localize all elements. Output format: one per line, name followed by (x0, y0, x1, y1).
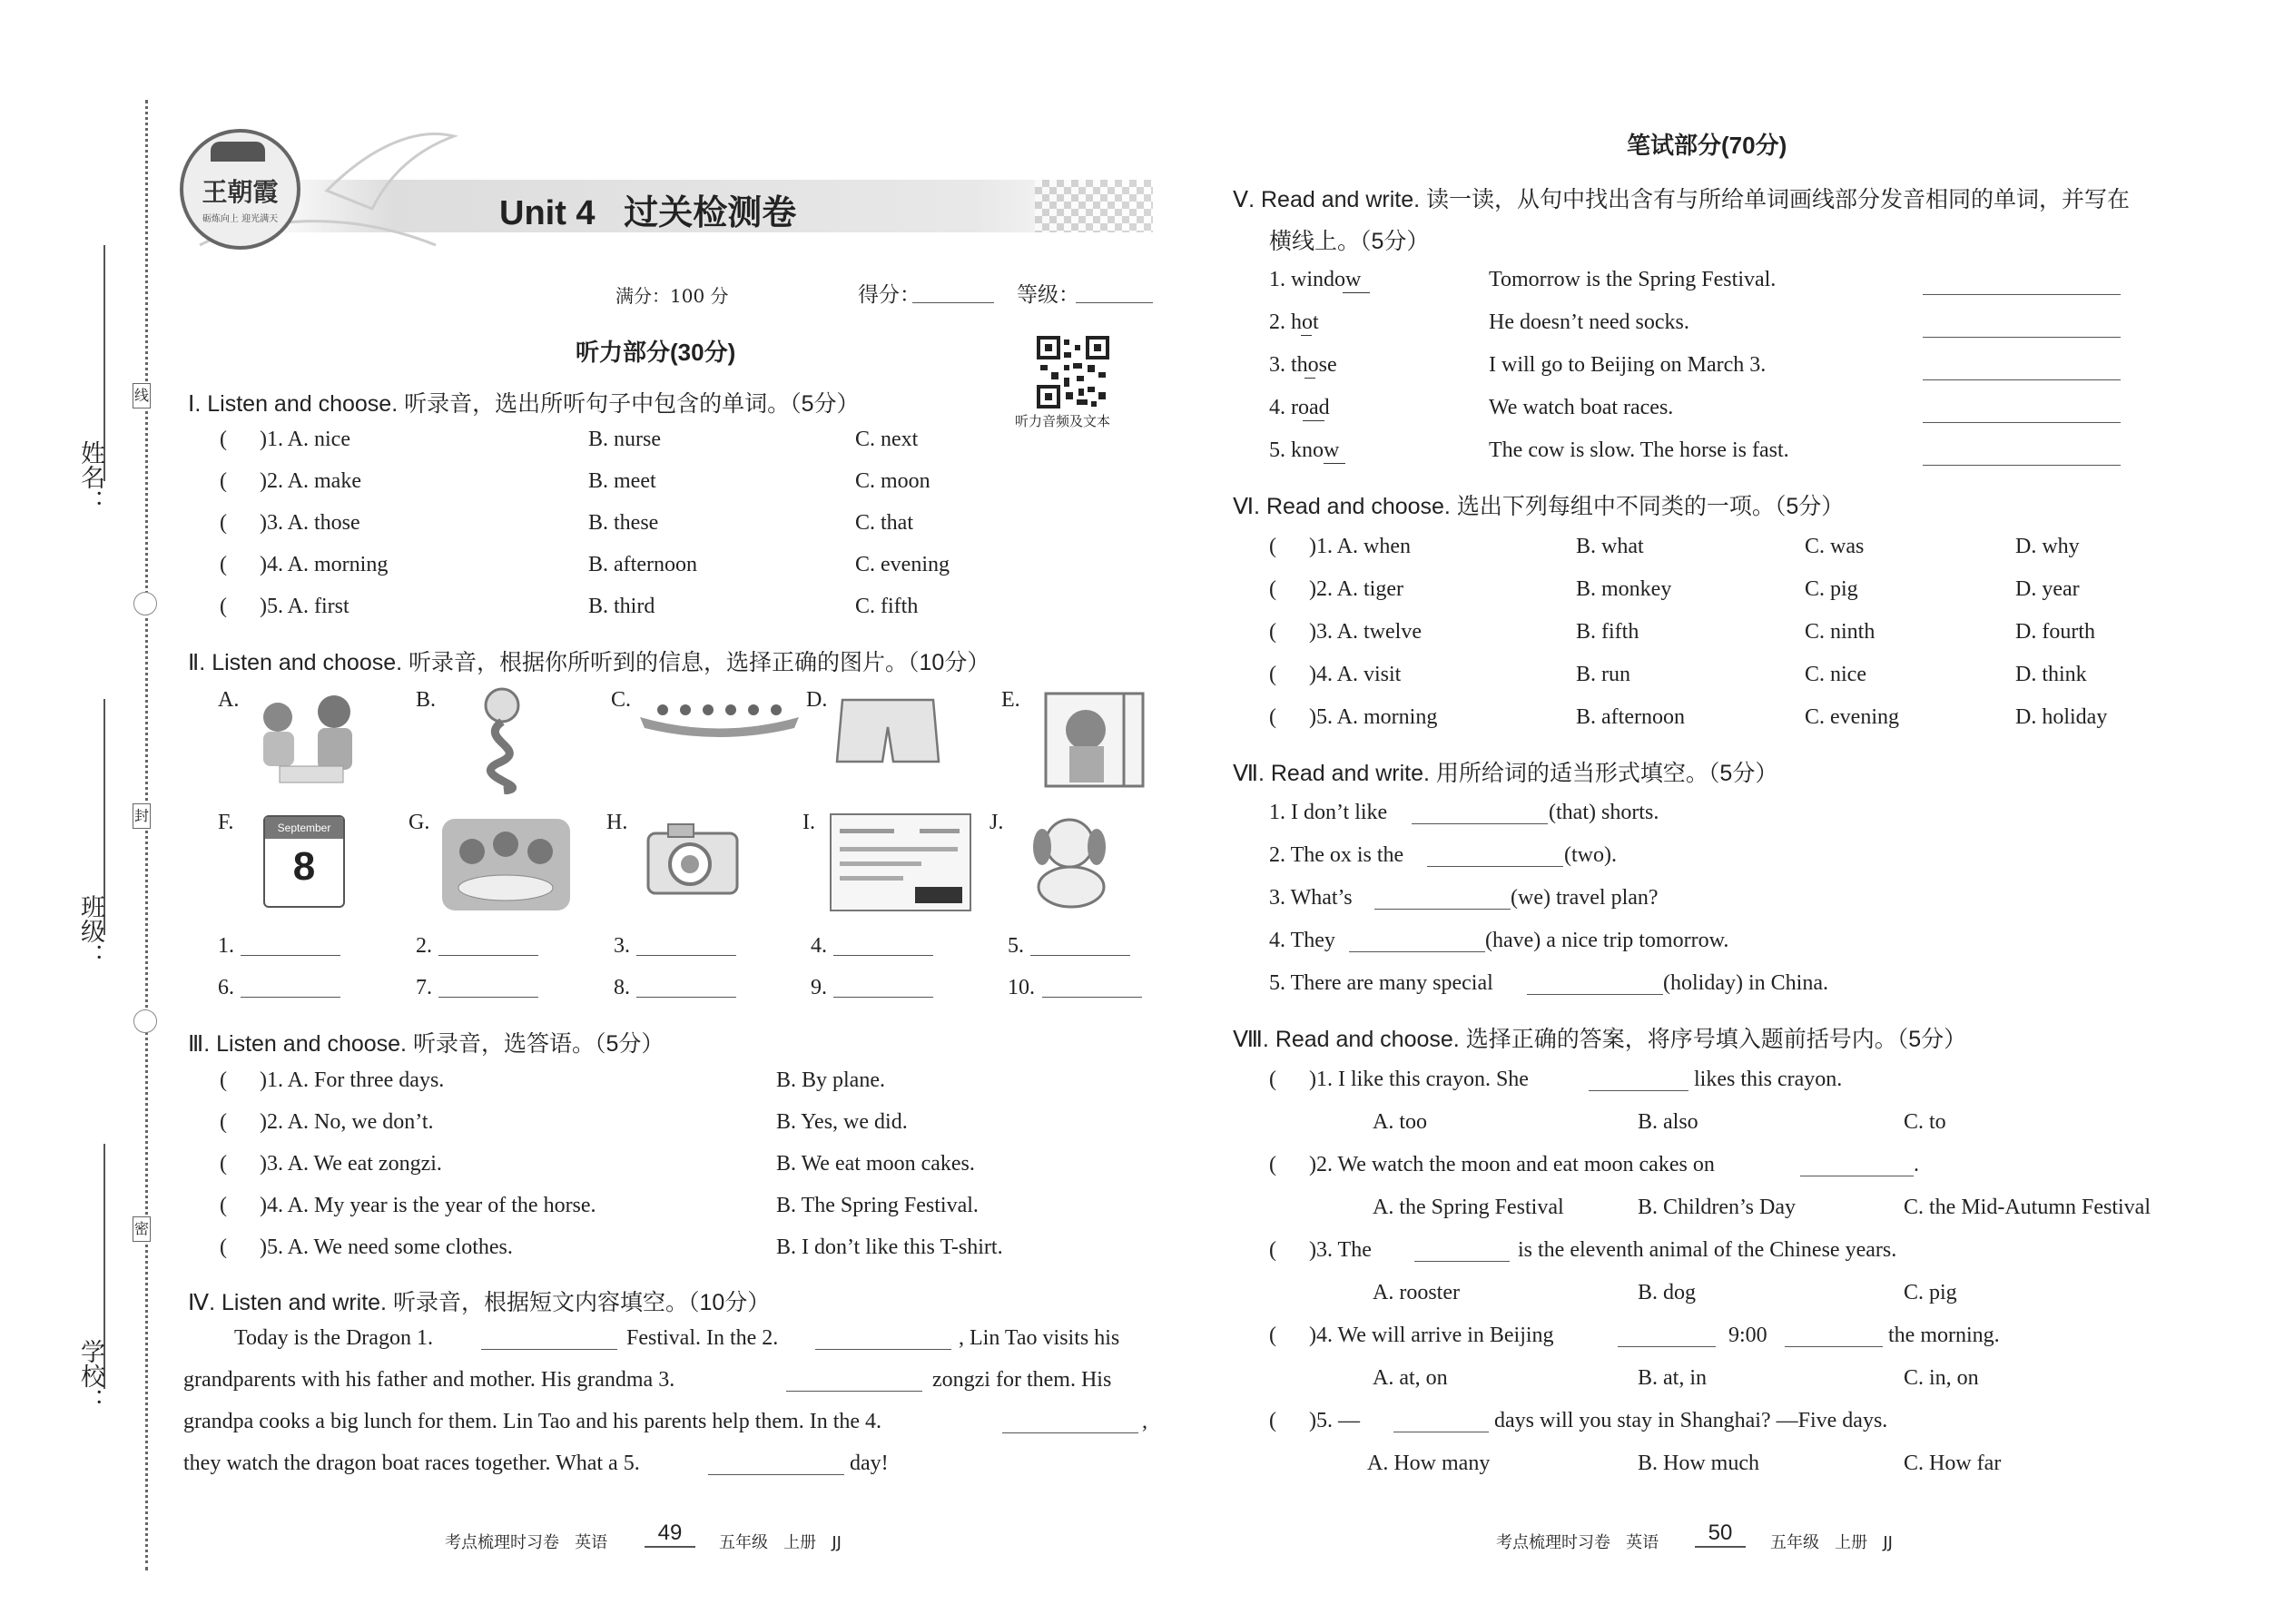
pic-label-a: A. (218, 688, 240, 712)
s8-q4-a: A. at, on (1373, 1366, 1448, 1390)
s4-line3-a: grandpa cooks a big lunch for them. Lin Tao and his parents help them. In the 4. (183, 1410, 882, 1433)
s7-q2-pre: 2. The ox is the (1269, 843, 1404, 867)
s8-q2-post: . (1914, 1153, 1919, 1176)
s1-q2-b: B. meet (588, 469, 656, 493)
s7-blank-1[interactable] (1412, 823, 1548, 824)
s3-q5-a[interactable]: ( )5. A. We need some clothes. (220, 1235, 513, 1259)
s8-q1-blank[interactable] (1589, 1090, 1689, 1091)
s3-q1-b: B. By plane. (776, 1068, 885, 1092)
s2-blank-2[interactable] (438, 955, 538, 956)
listening-heading: 听力部分(30分) (576, 339, 736, 366)
calendar-day: 8 (292, 844, 316, 889)
picture-girls-drawing[interactable] (243, 692, 370, 792)
page-number-right: 50 (1695, 1521, 1746, 1548)
s6-q5-d: D. holiday (2015, 705, 2108, 729)
s5-word-4: 4. road (1269, 396, 1330, 419)
s2-ans-4: 4. (811, 934, 827, 958)
section-3-title: Ⅲ. Listen and choose. 听录音，选答语。（5分） (188, 1031, 665, 1057)
section-1-title: Ⅰ. Listen and choose. 听录音，选出所听句子中包含的单词。（5分） (188, 391, 860, 417)
s4-line1-b: Festival. In the 2. (626, 1326, 779, 1350)
s8-q5-pre[interactable]: ( )5. — (1269, 1409, 1360, 1432)
s1-q1-b: B. nurse (588, 428, 661, 451)
s8-q2-pre[interactable]: ( )2. We watch the moon and eat moon cakes on (1269, 1153, 1715, 1176)
s8-q3-a: A. rooster (1373, 1281, 1460, 1304)
s2-ans-10: 10. (1008, 976, 1035, 999)
s4-blank-2[interactable] (815, 1349, 951, 1350)
s2-blank-6[interactable] (241, 997, 340, 998)
qr-caption: 听力音频及文本 (1015, 413, 1111, 429)
s1-q3-c: C. that (855, 511, 913, 535)
s5-underline-2 (1301, 335, 1312, 336)
s8-q4-post: the morning. (1888, 1324, 2000, 1347)
s5-sentence-4: We watch boat races. (1489, 396, 1674, 419)
picture-train-ticket[interactable] (829, 812, 972, 912)
written-heading: 笔试部分(70分) (1627, 132, 1787, 159)
s1-q3-b: B. these (588, 511, 659, 535)
s2-blank-4[interactable] (833, 955, 933, 956)
s4-line4-a: they watch the dragon boat races together. What a 5. (183, 1452, 640, 1475)
s5-underline-3 (1305, 378, 1315, 379)
s8-q2-c: C. the Mid-Autumn Festival (1904, 1196, 2151, 1219)
seal-box-secret: 密 (133, 1216, 151, 1242)
s5-blank-3[interactable] (1923, 379, 2121, 380)
s8-q3-b: B. dog (1638, 1281, 1697, 1304)
footer-right-text: 考点梳理时习卷 英语 (1496, 1533, 1659, 1552)
section-4-title: Ⅳ. Listen and write. 听录音，根据短文内容填空。（10分） (188, 1290, 771, 1315)
full-score: 满分：100 分 (615, 285, 729, 307)
s8-q3-post: is the eleventh animal of the Chinese years. (1518, 1238, 1897, 1262)
s3-q1-a[interactable]: ( )1. A. For three days. (220, 1068, 445, 1092)
s2-blank-8[interactable] (636, 997, 736, 998)
s8-q4-c: C. in, on (1904, 1366, 1979, 1390)
s8-q1-post: likes this crayon. (1694, 1068, 1843, 1091)
binding-hole-2 (133, 1009, 157, 1033)
seal-box-line: 线 (133, 383, 151, 408)
logo-emblem (180, 129, 300, 250)
section-7-title: Ⅶ. Read and write. 用所给词的适当形式填空。（5分） (1233, 761, 1778, 786)
s2-ans-8: 8. (614, 976, 630, 999)
seal-box-seal: 封 (133, 803, 151, 829)
s5-blank-1[interactable] (1923, 294, 2121, 295)
s1-q2-c: C. moon (855, 469, 930, 493)
s3-q4-a[interactable]: ( )4. A. My year is the year of the horse. (220, 1194, 596, 1217)
calendar-month: September (265, 817, 343, 839)
s4-blank-1[interactable] (481, 1349, 617, 1350)
grade-label: 等级： (1017, 283, 1079, 307)
s4-line2-b: zongzi for them. His (932, 1368, 1112, 1392)
s4-blank-5[interactable] (708, 1474, 844, 1475)
logo-text: 王朝霞 (202, 177, 279, 207)
s3-q4-b: B. The Spring Festival. (776, 1194, 979, 1217)
s2-ans-3: 3. (614, 934, 630, 958)
s8-q5-a: A. How many (1367, 1452, 1491, 1475)
s5-word-5: 5. know (1269, 438, 1340, 462)
score-label: 得分： (858, 283, 921, 307)
s1-q1-c: C. next (855, 428, 919, 451)
s4-line1-c: , Lin Tao visits his (959, 1326, 1120, 1350)
s5-sentence-1: Tomorrow is the Spring Festival. (1489, 268, 1777, 291)
section-6-title: Ⅵ. Read and choose. 选出下列每组中不同类的一项。（5分） (1233, 494, 1845, 519)
school-label: 学校： (76, 1339, 104, 1412)
s7-q4-pre: 4. They (1269, 929, 1335, 952)
s8-q4-pre[interactable]: ( )4. We will arrive in Beijing (1269, 1324, 1554, 1347)
s7-blank-4[interactable] (1349, 951, 1485, 952)
s2-ans-7: 7. (416, 976, 432, 999)
s7-q3-post: (we) travel plan? (1511, 886, 1659, 910)
s5-sentence-5: The cow is slow. The horse is fast. (1489, 438, 1789, 462)
s6-q4-d: D. think (2015, 663, 2087, 686)
s3-q2-b: B. Yes, we did. (776, 1110, 908, 1134)
picture-snake[interactable] (449, 685, 549, 794)
pic-label-c: C. (611, 688, 632, 712)
s5-sentence-3: I will go to Beijing on March 3. (1489, 353, 1767, 377)
footer-left-grade: 五年级 上册 JJ (719, 1533, 842, 1552)
s6-q3-d: D. fourth (2015, 620, 2095, 644)
section-5-title-2: 横线上。（5分） (1269, 229, 1430, 254)
section-5-title: Ⅴ. Read and write. 读一读，从句中找出含有与所给单词画线部分发音相同的单词，并写在 (1233, 187, 2131, 212)
s6-q3-a[interactable]: ( )3. A. twelve (1269, 620, 1422, 644)
s8-q1-b: B. also (1638, 1110, 1698, 1134)
pic-label-g: G. (409, 811, 430, 834)
s8-q3-blank[interactable] (1414, 1261, 1510, 1262)
pic-label-e: E. (1001, 688, 1020, 712)
s7-q2-post: (two). (1564, 843, 1617, 867)
section-8-title: Ⅷ. Read and choose. 选择正确的答案，将序号填入题前括号内。（5分） (1233, 1027, 1967, 1052)
s4-line4-b: day! (850, 1452, 889, 1475)
s5-sentence-2: He doesn’t need socks. (1489, 310, 1689, 334)
section-2-title: Ⅱ. Listen and choose. 听录音，根据你所听到的信息，选择正确的图片。（10分） (188, 650, 990, 675)
logo-slogan: 砺炼向上 迎光满天 (202, 214, 279, 224)
s7-blank-3[interactable] (1374, 909, 1511, 910)
s1-q1-a[interactable]: ( )1. A. nice (220, 428, 350, 451)
s8-q3-pre[interactable]: ( )3. The (1269, 1238, 1372, 1262)
s1-q4-b: B. afternoon (588, 553, 697, 576)
s8-q5-post: days will you stay in Shanghai? —Five days. (1494, 1409, 1888, 1432)
s2-ans-2: 2. (416, 934, 432, 958)
s6-q4-c: C. nice (1805, 663, 1866, 686)
s6-q2-c: C. pig (1805, 577, 1858, 601)
s5-underline-1 (1343, 292, 1370, 293)
s6-q2-a[interactable]: ( )2. A. tiger (1269, 577, 1403, 601)
picture-shorts[interactable] (833, 694, 942, 767)
s7-blank-5[interactable] (1527, 994, 1663, 995)
picture-dog[interactable] (1015, 812, 1133, 912)
s8-q2-a: A. the Spring Festival (1373, 1196, 1564, 1219)
s8-q4-blank-2[interactable] (1785, 1346, 1883, 1347)
footer-right-grade: 五年级 上册 JJ (1770, 1533, 1893, 1552)
s4-blank-3[interactable] (786, 1391, 922, 1392)
page-title: Unit 4 过关检测卷 (499, 194, 797, 232)
s6-q3-c: C. ninth (1805, 620, 1876, 644)
s7-q1-pre: 1. I don’t like (1269, 801, 1388, 824)
s6-q3-b: B. fifth (1576, 620, 1639, 644)
crown-icon (211, 142, 265, 162)
s6-q1-a[interactable]: ( )1. A. when (1269, 535, 1411, 558)
s1-q5-a[interactable]: ( )5. A. first (220, 595, 350, 618)
s1-q3-a[interactable]: ( )3. A. those (220, 511, 360, 535)
s5-blank-5[interactable] (1923, 465, 2121, 466)
s1-q5-c: C. fifth (855, 595, 919, 618)
s1-q4-a[interactable]: ( )4. A. morning (220, 553, 389, 576)
score-blank[interactable] (912, 302, 994, 303)
s2-blank-3[interactable] (636, 955, 736, 956)
pic-label-i: I. (802, 811, 815, 834)
name-label: 姓名： (76, 440, 104, 514)
s4-line3-b: , (1142, 1410, 1147, 1433)
class-label: 班级： (76, 894, 104, 968)
s4-line2-a: grandparents with his father and mother. His grandma 3. (183, 1368, 675, 1392)
s5-underline-4 (1303, 420, 1324, 421)
s4-line1-a: Today is the Dragon 1. (234, 1326, 433, 1350)
picture-camera[interactable] (643, 817, 743, 899)
s2-ans-1: 1. (218, 934, 234, 958)
s5-word-2: 2. hot (1269, 310, 1319, 334)
s7-q1-post: (that) shorts. (1549, 801, 1659, 824)
s2-blank-7[interactable] (438, 997, 538, 998)
s1-q4-c: C. evening (855, 553, 950, 576)
s7-q5-post: (holiday) in China. (1663, 971, 1828, 995)
s2-ans-5: 5. (1008, 934, 1024, 958)
s5-blank-4[interactable] (1923, 422, 2121, 423)
s6-q5-c: C. evening (1805, 705, 1899, 729)
pic-label-h: H. (606, 811, 628, 834)
s6-q4-b: B. run (1576, 663, 1630, 686)
pic-label-j: J. (989, 811, 1004, 834)
s8-q4-blank-1[interactable] (1618, 1346, 1716, 1347)
s8-q1-c: C. to (1904, 1110, 1946, 1134)
pic-label-b: B. (416, 688, 437, 712)
s3-q5-b: B. I don’t like this T-shirt. (776, 1235, 1003, 1259)
s6-q1-b: B. what (1576, 535, 1644, 558)
s6-q5-a[interactable]: ( )5. A. morning (1269, 705, 1438, 729)
s8-q3-c: C. pig (1904, 1281, 1957, 1304)
s6-q4-a[interactable]: ( )4. A. visit (1269, 663, 1402, 686)
s2-ans-9: 9. (811, 976, 827, 999)
qr-code-icon[interactable] (1037, 336, 1109, 408)
banner-checker (1035, 180, 1153, 232)
binding-hole-1 (133, 592, 157, 615)
s1-q2-a[interactable]: ( )2. A. make (220, 469, 361, 493)
picture-dragon-boat[interactable] (635, 690, 803, 744)
pic-label-d: D. (806, 688, 828, 712)
s1-q5-b: B. third (588, 595, 655, 618)
s3-q3-b: B. We eat moon cakes. (776, 1152, 975, 1176)
s6-q1-d: D. why (2015, 535, 2080, 558)
footer-left-text: 考点梳理时习卷 英语 (445, 1533, 608, 1552)
picture-girl-window[interactable] (1042, 690, 1147, 790)
s8-q1-a: A. too (1373, 1110, 1427, 1134)
picture-calendar[interactable] (263, 815, 345, 908)
s3-q3-a[interactable]: ( )3. A. We eat zongzi. (220, 1152, 442, 1176)
s2-ans-6: 6. (218, 976, 234, 999)
s2-blank-10[interactable] (1042, 997, 1142, 998)
s7-q4-post: (have) a nice trip tomorrow. (1485, 929, 1729, 952)
s8-q5-b: B. How much (1638, 1452, 1759, 1475)
s7-q5-pre: 5. There are many special (1269, 971, 1493, 995)
s5-blank-2[interactable] (1923, 337, 2121, 338)
s5-word-1: 1. window (1269, 268, 1362, 291)
s5-underline-5 (1324, 463, 1345, 464)
s8-q2-b: B. Children’s Day (1638, 1196, 1796, 1219)
s8-q4-mid: 9:00 (1728, 1324, 1767, 1347)
s6-q5-b: B. afternoon (1576, 705, 1685, 729)
picture-family-dinner[interactable] (440, 817, 572, 912)
s2-blank-9[interactable] (833, 997, 933, 998)
s7-blank-2[interactable] (1427, 866, 1563, 867)
s6-q1-c: C. was (1805, 535, 1865, 558)
s6-q2-b: B. monkey (1576, 577, 1672, 601)
s7-q3-pre: 3. What’s (1269, 886, 1353, 910)
s2-blank-5[interactable] (1030, 955, 1130, 956)
s8-q4-b: B. at, in (1638, 1366, 1707, 1390)
s4-blank-4[interactable] (1002, 1432, 1138, 1433)
s3-q2-a[interactable]: ( )2. A. No, we don’t. (220, 1110, 434, 1134)
s8-q1-pre[interactable]: ( )1. I like this crayon. She (1269, 1068, 1529, 1091)
s8-q5-c: C. How far (1904, 1452, 2002, 1475)
page-number-left: 49 (645, 1521, 695, 1548)
binding-dotted-line (145, 100, 148, 1570)
s6-q2-d: D. year (2015, 577, 2080, 601)
pic-label-f: F. (218, 811, 234, 834)
grade-blank[interactable] (1076, 302, 1153, 303)
s5-word-3: 3. those (1269, 353, 1337, 377)
s2-blank-1[interactable] (241, 955, 340, 956)
